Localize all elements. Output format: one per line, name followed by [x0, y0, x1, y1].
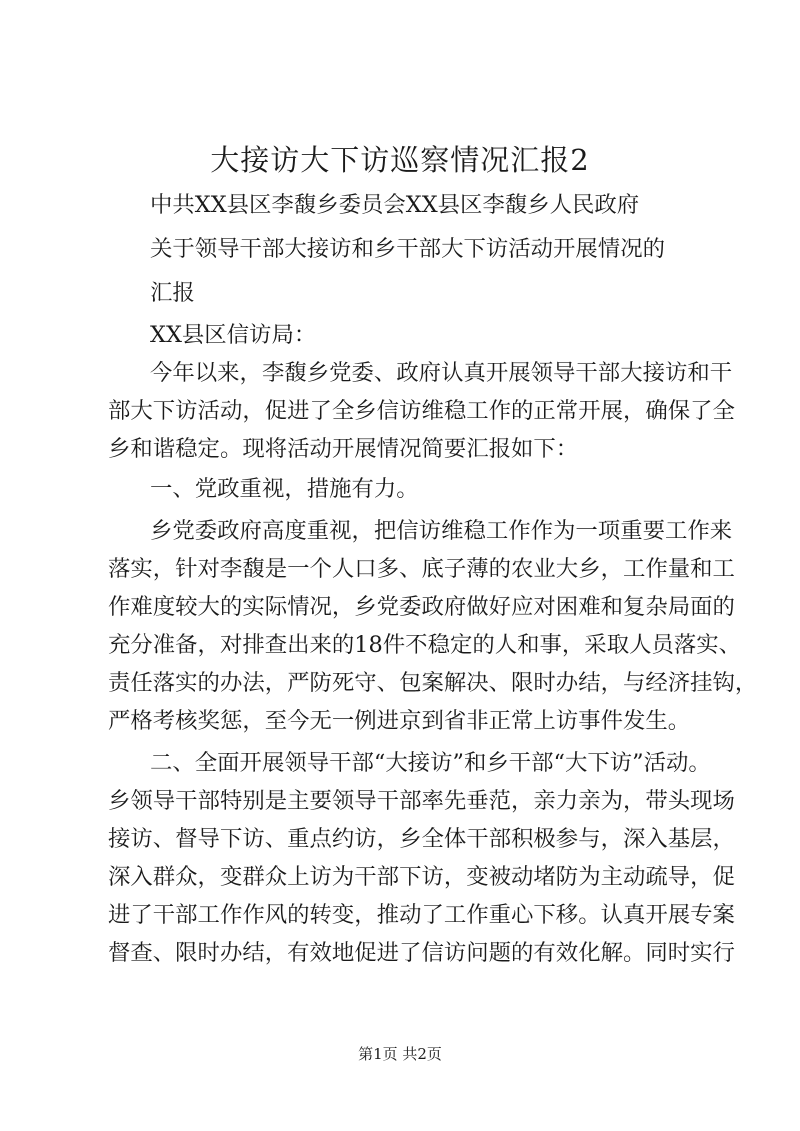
paragraph-line: 进了干部工作作风的转变，推动了工作重心下移。认真开展专案 [108, 902, 735, 928]
paragraph-line: 落实，针对李馥是一个人口多、底子薄的农业大乡，工作量和工 [108, 556, 735, 582]
salutation: XX县区信访局： [150, 322, 317, 348]
header-line-2: 关于领导干部大接访和乡干部大下访活动开展情况的 [150, 236, 665, 262]
paragraph-line: 接访、督导下访、重点约访，乡全体干部积极参与，深入基层， [108, 826, 735, 852]
document-title: 大接访大下访巡察情况汇报2 [210, 143, 590, 177]
paragraph-line: 乡和谐稳定。现将活动开展情况简要汇报如下： [108, 436, 579, 462]
paragraph-line: 充分准备，对排查出来的18件不稳定的人和事，采取人员落实、 [108, 632, 742, 658]
header-line-1: 中共XX县区李馥乡委员会XX县区李馥乡人民政府 [150, 192, 640, 218]
section-heading: 一、党政重视，措施有力。 [150, 476, 419, 502]
paragraph-line: 督查、限时办结，有效地促进了信访问题的有效化解。同时实行 [108, 940, 735, 966]
section-heading: 二、全面开展领导干部“大接访”和乡干部“大下访”活动。 [150, 750, 711, 776]
paragraph-line: 严格考核奖惩，至今无一例进京到省非正常上访事件发生。 [108, 708, 691, 734]
paragraph-line: 深入群众，变群众上访为干部下访，变被动堵防为主动疏导，促 [108, 864, 735, 890]
paragraph-line: 责任落实的办法，严防死守、包案解决、限时办结，与经济挂钩， [108, 670, 758, 696]
header-line-3: 汇报 [150, 280, 195, 306]
paragraph-line: 乡领导干部特别是主要领导干部率先垂范，亲力亲为，带头现场 [108, 788, 735, 814]
paragraph-line: 乡党委政府高度重视，把信访维稳工作作为一项重要工作来 [150, 518, 733, 544]
paragraph-line: 部大下访活动，促进了全乡信访维稳工作的正常开展，确保了全 [108, 398, 735, 424]
paragraph-line: 作难度较大的实际情况，乡党委政府做好应对困难和复杂局面的 [108, 594, 735, 620]
page-footer: 第1页 共2页 [358, 1045, 442, 1063]
paragraph-line: 今年以来，李馥乡党委、政府认真开展领导干部大接访和干 [150, 360, 733, 386]
